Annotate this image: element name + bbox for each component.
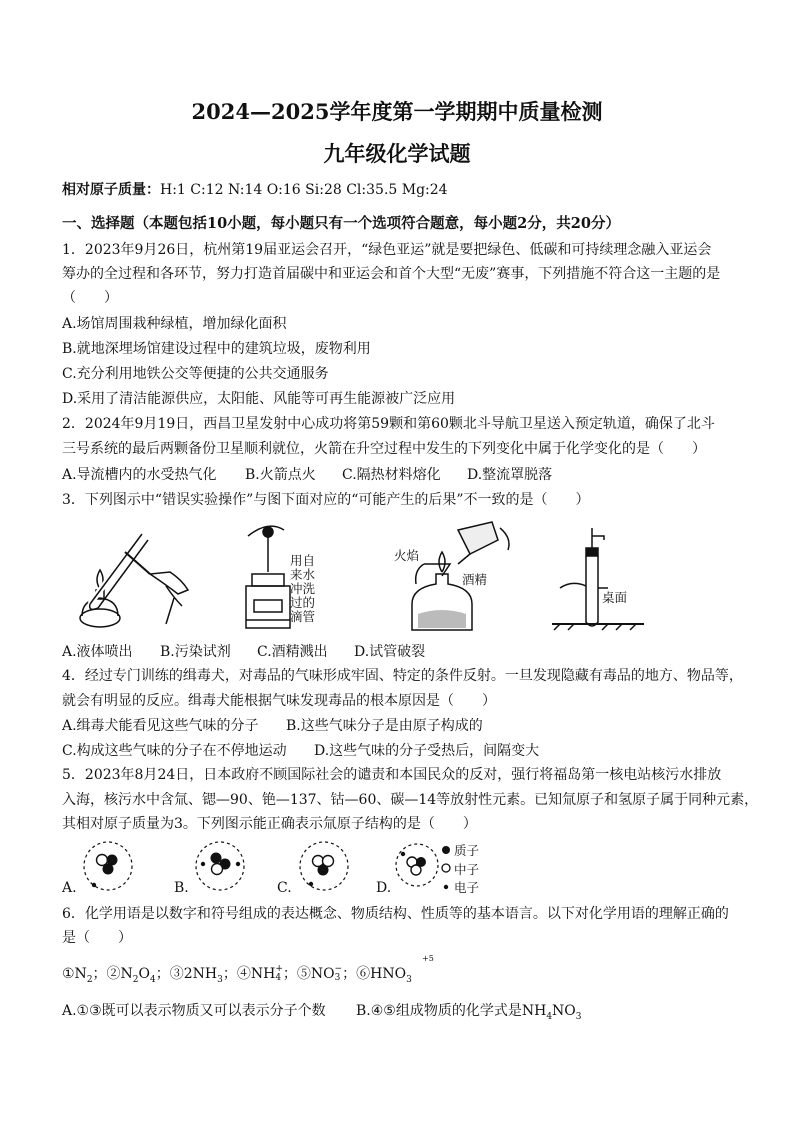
heating-liquid-figure xyxy=(70,528,200,632)
alcohol-label: 酒精 xyxy=(462,572,488,587)
atom-legend xyxy=(454,842,479,898)
q6-line1: 6．化学用语是以数字和符号组成的表达概念、物质结构、性质等的基本语言。以下对化学用语的理解正确的 xyxy=(62,906,729,922)
atom-diagram-d xyxy=(392,840,442,890)
formula-n2: ①N xyxy=(62,966,87,982)
q3-option-a: A.液体喷出 xyxy=(62,644,133,660)
section-heading: 一、选择题（本题包括10小题，每小题只有一个选项符合题意，每小题2分，共20分） xyxy=(62,215,620,232)
formula-2nh3: ；③2NH xyxy=(155,966,218,982)
q1-option-b: B.就地深埋场馆建设过程中的建筑垃圾，废物利用 xyxy=(62,341,371,357)
exam-title: 2024—2025学年度第一学期期中质量检测 xyxy=(191,99,603,124)
formula-part: O xyxy=(138,966,151,982)
q6-option-b-text: B.④⑤组成物质的化学式是NH xyxy=(356,1003,547,1019)
formula-no3: ；⑤NO xyxy=(282,966,335,982)
q2-option-b: B.火箭点火 xyxy=(245,467,316,483)
q5-option-d: D. xyxy=(376,880,392,896)
caption-line: 过的 xyxy=(290,595,316,610)
q6-option-b: B.④⑤组成物质的化学式是$NH_4NO_3$ xyxy=(356,1003,582,1022)
legend-electron: 电子 xyxy=(454,880,480,895)
q4-option-d: D.这些气味的分子受热后，间隔变大 xyxy=(314,743,540,759)
q4-option-a: A.缉毒犬能看见这些气味的分子 xyxy=(62,718,259,734)
q3-line1: 3．下列图示中“错误实验操作”与图下面对应的“可能产生的后果”不一致的是（ ） xyxy=(62,492,590,508)
caption-line: 用自 xyxy=(290,553,316,568)
q4-option-b: B.这些气味分子是由原子构成的 xyxy=(286,718,483,734)
valence-mark: +5 xyxy=(422,954,434,963)
dropper-caption xyxy=(290,554,315,624)
q6-line2: 是（ ） xyxy=(62,930,132,946)
atom-diagram-c xyxy=(296,838,352,894)
q3-option-d: D.试管破裂 xyxy=(354,644,426,660)
atom-legend-markers xyxy=(440,844,452,894)
atom-diagram-a xyxy=(80,838,136,894)
caption-line: 来水 xyxy=(290,567,316,582)
legend-neutron: 中子 xyxy=(454,861,480,877)
atom-diagram-b xyxy=(192,838,248,894)
desk-label: 桌面 xyxy=(602,590,628,605)
test-tube-desk-figure xyxy=(552,526,652,632)
q2-option-d: D.整流罩脱落 xyxy=(467,467,553,483)
atomic-mass-label: 相对原子质量： xyxy=(62,182,160,198)
atomic-mass-line xyxy=(62,180,738,200)
q5-line1: 5．2023年8月24日，日本政府不顾国际社会的谴责和本国民众的反对，强行将福岛第一核电站核污水排放 xyxy=(62,767,722,783)
q5-line2: 入海，核污水中含氚、锶—90、铯—137、钴—60、碳—14等放射性元素。已知氚原子和氢原子属于同种元素， xyxy=(62,792,759,808)
q4-option-c: C.构成这些气味的分子在不停地运动 xyxy=(62,743,287,759)
q3-option-b: B.污染试剂 xyxy=(160,644,231,660)
q3-option-c: C.酒精溅出 xyxy=(257,644,328,660)
q1-option-c: C.充分利用地铁公交等便捷的公共交通服务 xyxy=(62,366,329,382)
flame-label: 火焰 xyxy=(394,548,420,563)
q6-formulas: $①N_2$；$②N_2O_4$；$③2NH_3$；④NH+ 4 ；⑤NO− 3 ；$⑥HNO_3$ xyxy=(62,964,412,985)
q4-line2: 就会有明显的反应。缉毒犬能根据气味发现毒品的根本原因是（ ） xyxy=(62,693,496,709)
q5-line3: 其相对原子质量为3。下列图示能正确表示氚原子结构的是（ ） xyxy=(62,816,477,832)
q2-option-c: C.隔热材料熔化 xyxy=(342,467,441,483)
caption-line: 冲洗 xyxy=(290,581,316,596)
alcohol-lamp-figure xyxy=(396,518,516,632)
q2-line1: 2．2024年9月19日，西昌卫星发射中心成功将第59颗和第60颗北斗导航卫星送入预定轨道，确保了北斗 xyxy=(62,416,715,432)
q5-option-b: B. xyxy=(174,880,189,896)
q4-line1: 4．经过专门训练的缉毒犬，对毒品的气味形成牢固、特定的条件反射。一旦发现隐藏有毒品的地方、物品等， xyxy=(62,668,743,684)
dropper-bottle-figure xyxy=(238,520,298,632)
exam-subtitle: 九年级化学试题 xyxy=(323,141,471,166)
caption-line: 滴管 xyxy=(290,609,316,624)
q1-option-d: D.采用了清洁能源供应，太阳能、风能等可再生能源被广泛应用 xyxy=(62,391,456,407)
q6-option-a: A.①③既可以表示物质又可以表示分子个数 xyxy=(62,1003,326,1019)
q1-line1: 1．2023年9月26日，杭州第19届亚运会召开，“绿色亚运”就是要把绿色、低碳和可持续理念融入亚运会 xyxy=(62,242,712,258)
legend-proton: 质子 xyxy=(454,843,480,858)
formula-hno3: ；⑥HNO xyxy=(342,966,407,982)
q5-option-c: C. xyxy=(277,880,292,896)
q5-option-a: A. xyxy=(62,880,77,896)
formula-nh4: ；④NH xyxy=(222,966,276,982)
q2-line2: 三号系统的最后两颗备份卫星顺利就位，火箭在升空过程中发生的下列变化中属于化学变化的是（ ） xyxy=(62,441,706,457)
q6-option-b-formula: NO xyxy=(552,1003,576,1019)
q1-option-a: A.场馆周围栽种绿植，增加绿化面积 xyxy=(62,316,287,332)
formula-n2o4: ；②N xyxy=(92,966,133,982)
q2-option-a: A.导流槽内的水受热气化 xyxy=(62,467,217,483)
q1-line2: 筹办的全过程和各环节，努力打造首届碳中和亚运会和首个大型“无废”赛事，下列措施不符合这一主题的是 xyxy=(62,266,721,282)
atomic-mass-values: H:1 C:12 N:14 O:16 Si:28 Cl:35.5 Mg:24 xyxy=(160,182,448,198)
q1-line3: （ ） xyxy=(62,290,118,306)
